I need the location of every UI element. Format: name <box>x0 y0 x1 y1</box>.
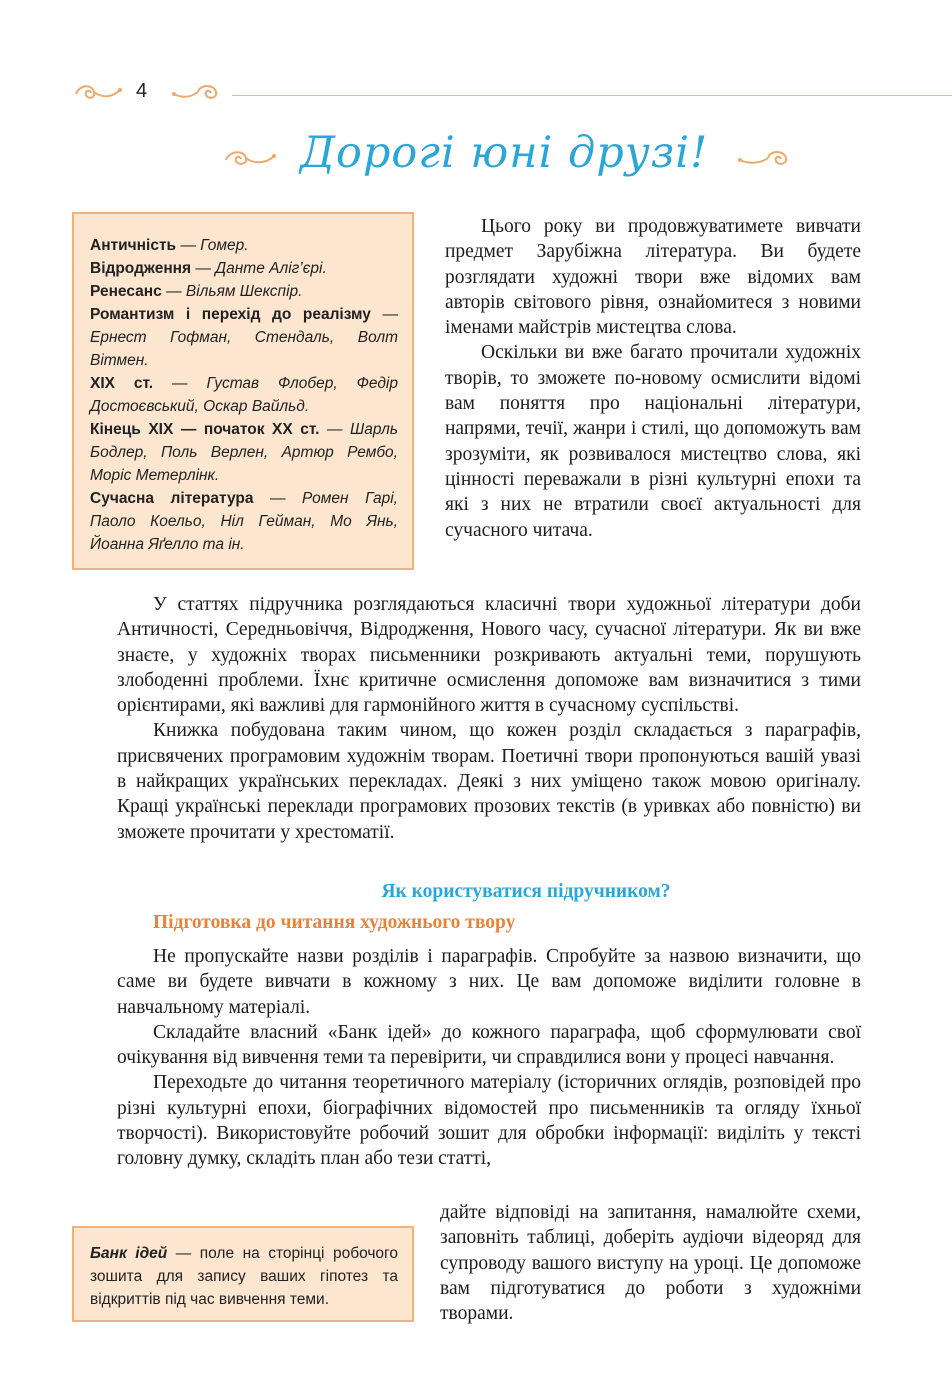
swirl-ornament-icon <box>222 144 278 174</box>
period-entry: Відродження — Данте Аліг’єрі. <box>90 260 327 277</box>
period-entry: Античність — Гомер. <box>90 237 249 254</box>
period-term: Сучасна література <box>90 490 254 507</box>
title-row <box>0 128 952 192</box>
intro-column <box>445 214 861 543</box>
period-authors: Гомер. <box>200 237 249 254</box>
period-entry: Кінець XIX — початок XX ст. — Шарль Бодлер, Поль Верлен, Артюр Рембо, Моріс Метерлінк. <box>90 421 398 484</box>
guide-paragraph: дайте відповіді на запитання, намалюйте схеми, заповніть таблиці, доберіть аудіочи відеоряд для супроводу вашого виступу на уроці. Це допоможе вам підготуватися до роботи з художніми творами. <box>440 1202 861 1325</box>
period-term: XIX ст. <box>90 375 154 392</box>
period-entry: XIX ст. — Густав Флобер, Федір Достоєвський, Оскар Вайльд. <box>90 375 398 415</box>
guide-body <box>117 944 861 1172</box>
guide-paragraph: Складайте власний «Банк ідей» до кожного параграфа, щоб сформулювати свої очікування від вивчення теми та перевірити, чи справдилися вони у процесі навчання. <box>117 1021 861 1069</box>
note-text: — поле на сторінці робочого зошита для запису ваших гіпотез та відкриттів під час вивчення теми. <box>90 1245 398 1308</box>
period-term: Кінець XIX — початок XX ст. <box>90 421 320 438</box>
period-authors: Шарль Бодлер, Поль Верлен, Артюр Рембо, Моріс Метерлінк. <box>90 421 398 484</box>
intro-paragraph: Книжка побудована таким чином, що кожен розділ складається з параграфів, присвячених програмовим художнім творам. Поетичні твори пропонуються вашій увазі в найкращих українських перекладах. Деякі з них уміщено також мовою оригіналу. Кращі українські переклади програмових прозових текстів (в уривках або повністю) ви зможете прочитати у хрестоматії. <box>117 720 861 843</box>
period-term: Античність <box>90 237 177 254</box>
intro-body <box>117 592 861 845</box>
period-authors: Ернест Гофман, Стендаль, Волт Вітмен. <box>90 329 398 369</box>
period-entry: Ренесанс — Вільям Шекспір. <box>90 283 303 300</box>
period-authors: Вільям Шекспір. <box>185 283 303 300</box>
page-title: Дорогі юні друзі! <box>300 128 709 178</box>
page-number: 4 <box>136 80 148 102</box>
note-term: Банк ідей <box>90 1245 168 1262</box>
guide-paragraph: Не пропускайте назви розділів і параграфів. Спробуйте за назвою визначити, що саме ви будете вивчати в кожному з них. Це вам допоможе виділити головне в навчальному матеріалі. <box>117 946 861 1018</box>
idea-bank-note <box>72 1226 414 1322</box>
intro-paragraph: Цього року ви продовжуватимете вивчати предмет Зарубіжна література. Ви будете розглядати художні твори вже відомих вам авторів світового рівня, ознайомитеся з новими іменами майстрів мистецтва слова. <box>445 216 861 339</box>
literature-periods-box <box>72 212 414 570</box>
period-term: Романтизм і перехід до реалізму <box>90 306 371 323</box>
period-authors: Густав Флобер, Федір Достоєвський, Оскар Вайльд. <box>90 375 398 415</box>
period-authors: Ромен Гарі, Паоло Коельо, Ніл Гейман, Мо Янь, Йоанна Яґелло та ін. <box>90 490 398 553</box>
period-term: Ренесанс <box>90 283 162 300</box>
intro-paragraph: У статтях підручника розглядаються класичні твори художньої літератури доби Античності, Середньовіччя, Відродження, Нового часу, сучасної літератури. Як ви вже знаєте, у художніх творах письменники розкривають актуальні теми, порушують злободенні проблеми. Їхнє критичне осмислення допоможе вам визначитися з тими орієнтирами, які важливі для гармонійного життя в сучасному суспільстві. <box>117 594 861 717</box>
swirl-ornament-icon <box>72 78 124 108</box>
period-authors: Данте Аліг’єрі. <box>215 260 327 277</box>
swirl-ornament-icon <box>738 144 794 174</box>
period-term: Відродження <box>90 260 192 277</box>
section-heading: Як користуватися підручником? <box>381 881 671 902</box>
intro-paragraph: Оскільки ви вже багато прочитали художніх творів, то зможете по-новому осмислити відомі вам поняття про національні літератури, напрями, течії, жанри і стилі, що допоможуть вам зрозуміти, як розвивалося мистецтво слова, які цінності переважали в різні культурні епохи та які з них не втратили своєї актуальності для сучасного читача. <box>445 342 861 541</box>
header-rule <box>232 95 952 96</box>
period-entry: Романтизм і перехід до реалізму — Ернест Гофман, Стендаль, Волт Вітмен. <box>90 306 399 369</box>
period-entry: Сучасна література — Ромен Гарі, Паоло Коельо, Ніл Гейман, Мо Янь, Йоанна Яґелло та ін. <box>90 490 398 553</box>
guide-paragraph: Переходьте до читання теоретичного матеріалу (історичних оглядів, розповідей про різні культурні епохи, біографічних відомостей про письменників та огляду їхньої творчості). Використовуйте робочий зошит для обробки інформації: виділіть у тексті головну думку, складіть план або тези статті, <box>117 1072 861 1170</box>
page-header <box>72 78 952 112</box>
swirl-ornament-icon <box>172 78 220 108</box>
subheading: Підготовка до читання художнього твору <box>153 912 516 933</box>
guide-continuation <box>440 1200 861 1326</box>
